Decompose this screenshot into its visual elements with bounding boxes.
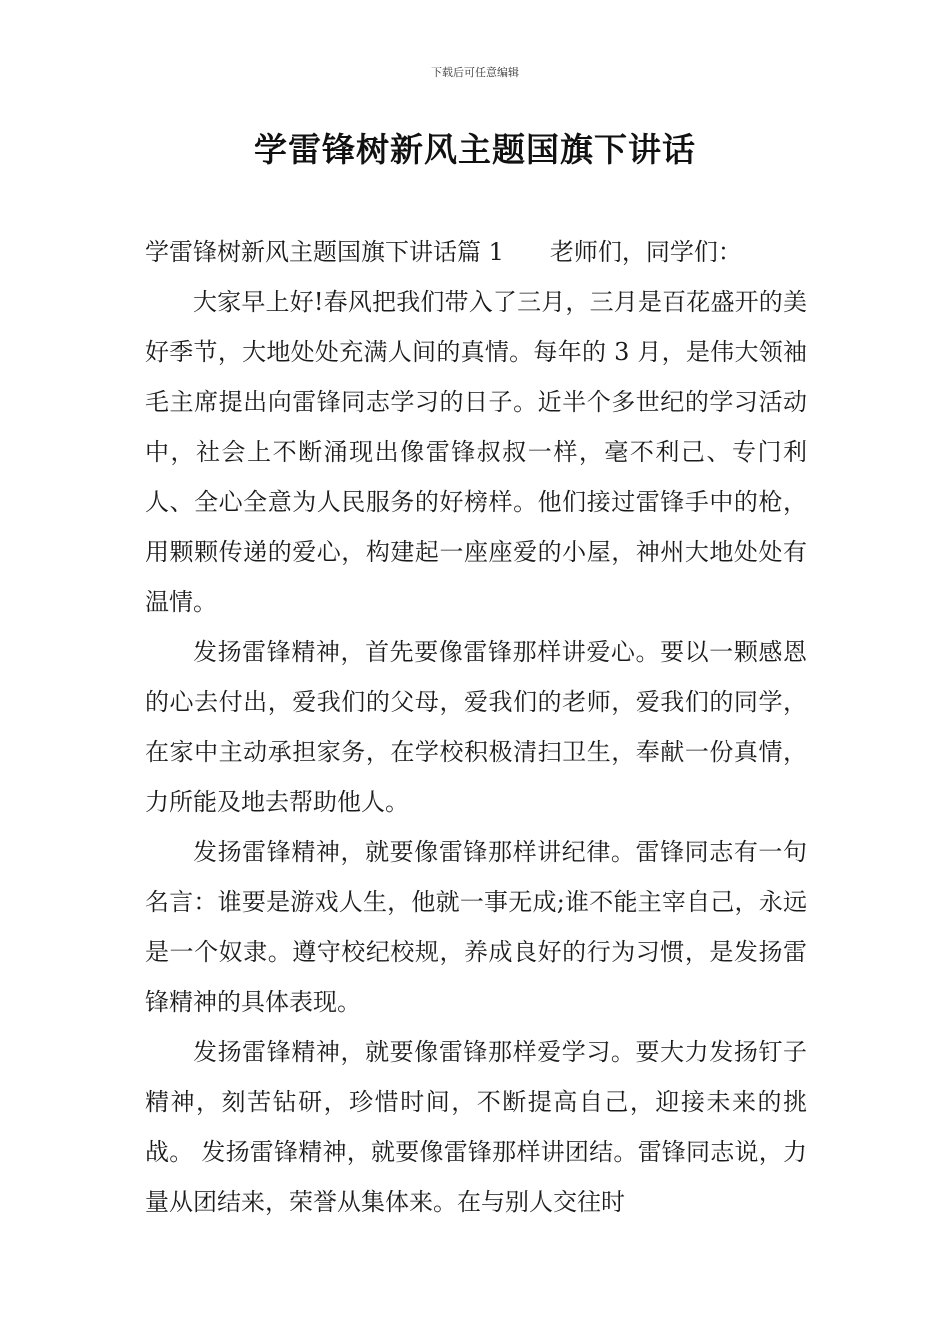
document-title: 学雷锋树新风主题国旗下讲话 bbox=[254, 130, 696, 169]
intro-line bbox=[145, 227, 807, 277]
salutation: 老师们，同学们： bbox=[549, 238, 742, 266]
paragraph-discipline: 发扬雷锋精神，就要像雷锋那样讲纪律。雷锋同志有一句名言：谁要是游戏人生，他就一事无成;谁不能主宰自己，永远是一个奴隶。遵守校纪校规，养成良好的行为习惯，是发扬雷锋精神的具体表现。 bbox=[145, 838, 807, 1016]
paragraph-greeting: 大家早上好!春风把我们带入了三月，三月是百花盛开的美好季节，大地处处充满人间的真情。每年的 3 月，是伟大领袖毛主席提出向雷锋同志学习的日子。近半个多世纪的学习活动中，社会上不断涌现出像雷锋叔叔一样，毫不利己、专门利人、全心全意为人民服务的好榜样。他们接过雷锋手中的枪，用颗颗传递的爱心，构建起一座座爱的小屋，神州大地处处有温情。 bbox=[145, 288, 807, 616]
section-label: 学雷锋树新风主题国旗下讲话篇 1 bbox=[145, 238, 504, 266]
header-note: 下载后可任意编辑 bbox=[431, 66, 519, 79]
document-body bbox=[145, 227, 807, 1227]
paragraph-love: 发扬雷锋精神，首先要像雷锋那样讲爱心。要以一颗感恩的心去付出，爱我们的父母，爱我们的老师，爱我们的同学，在家中主动承担家务，在学校积极清扫卫生，奉献一份真情，力所能及地去帮助他人。 bbox=[145, 638, 807, 816]
paragraph-study-unity: 发扬雷锋精神，就要像雷锋那样爱学习。要大力发扬钉子精神，刻苦钻研，珍惜时间，不断提高自己，迎接未来的挑战。 发扬雷锋精神，就要像雷锋那样讲团结。雷锋同志说，力量从团结来，荣誉从集体来。在与别人交往时 bbox=[145, 1038, 807, 1216]
